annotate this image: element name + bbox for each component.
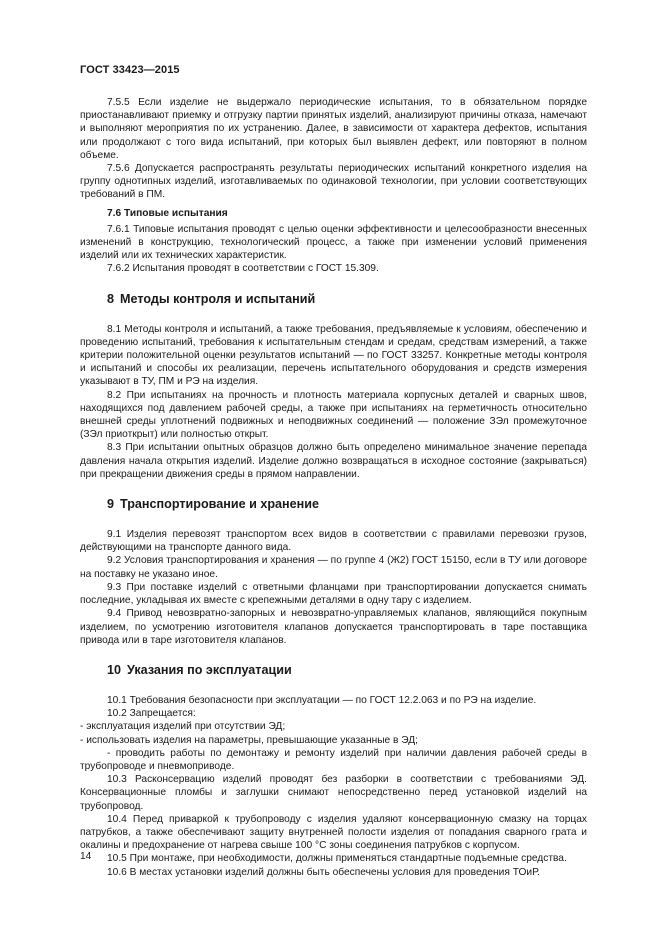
subsection-heading-7-6: 7.6 Типовые испытания <box>107 207 228 219</box>
document-body <box>80 96 587 879</box>
paragraph-10-5: 10.5 При монтаже, при необходимости, должны применяться стандартные подъемные средства. <box>107 853 567 865</box>
paragraph-7-6-1: 7.6.1 Типовые испытания проводят с целью оценки эффективности и целесообразности внесенных изменений в конструкцию, технологический процесс, а также при изменении условий применения изделий или их технических характеристик. <box>80 223 587 262</box>
section-number: 10 <box>107 662 122 677</box>
section-number: 9 <box>107 497 115 512</box>
paragraph-9-2: 9.2 Условия транспортирования и хранения — по группе 4 (Ж2) ГОСТ 15150, если в ТУ или договоре на поставку не указано иное. <box>80 555 587 580</box>
document-header: ГОСТ 33423—2015 <box>80 64 180 76</box>
paragraph-8-2: 8.2 При испытаниях на прочность и плотность материала корпусных деталей и сварных швов, находящихся под давлением рабочей среды, а также при испытаниях на герметичность относительно внешней среды уплотнений подвижных и неподвижных соединений — положение ЗЭл промежуточное (ЗЭл приоткрыт) или полностью открыт. <box>80 389 587 441</box>
paragraph-10-6: 10.6 В местах установки изделий должны быть обеспечены условия для проведения ТОиР. <box>107 866 540 878</box>
paragraph-9-3: 9.3 При поставке изделий с ответными фланцами при транспортировании допускается снимать последние, укладывая их вместе с крепежными деталями в одну тару с изделием. <box>80 581 587 607</box>
paragraph-10-2: 10.2 Запрещается: <box>107 708 196 720</box>
paragraph-7-6-2: 7.6.2 Испытания проводят в соответствии с ГОСТ 15.309. <box>107 263 379 275</box>
paragraph-7-5-5: 7.5.5 Если изделие не выдержало периодические испытания, то в обязательном порядке приостанавливают приемку и отгрузку партии принятых изделий, анализируют причины отказа, намечают и выполняют мероприятия по их устранению. Далее, в зависимости от характера дефектов, испытания или продолжают с того вида испытаний, при которых был выявлен дефект, или повторяют в полном объеме. <box>80 97 587 161</box>
section-heading-10 <box>107 663 587 678</box>
paragraph-10-4: 10.4 Перед приваркой к трубопроводу с изделия удаляют консервационную смазку на торцах патрубков, а также обеспечивают защиту внутренней полости изделия от попадания сварного грата и окалины и предохранение от нагрева свыше 100 °С зоны соединения патрубков с корпусом. <box>80 813 587 852</box>
section-title: Указания по эксплуатации <box>127 662 292 677</box>
paragraph-7-5-6: 7.5.6 Допускается распространять результаты периодических испытаний конкретного изделия на группу однотипных изделий, изготавливаемых по одинаковой технологии, при условии соответствующих требований в ПМ. <box>80 163 587 201</box>
section-title: Транспортирование и хранение <box>120 497 319 512</box>
paragraph-10-1: 10.1 Требования безопасности при эксплуатации — по ГОСТ 12.2.063 и по РЭ на изделие. <box>107 694 537 706</box>
section-title: Методы контроля и испытаний <box>120 291 316 306</box>
list-item: - эксплуатация изделий при отсутствии ЭД; <box>80 721 286 733</box>
list-item: - использовать изделия на параметры, превышающие указанные в ЭД; <box>80 734 418 746</box>
paragraph-9-1: 9.1 Изделия перевозят транспортом всех видов в соответствии с правилами перевозки грузов, действующими на транспорте данного вида. <box>80 529 587 554</box>
section-heading-9 <box>107 497 587 512</box>
paragraph-8-3: 8.3 При испытании опытных образцов должно быть определено минимальное значение перепада давления начала открытия изделий. Изделие должно возвращаться в исходное состояние (закрываться) при прекращении движения среды в прямом направлении. <box>80 442 587 480</box>
paragraph-8-1: 8.1 Методы контроля и испытаний, а также требования, предъявляемые к условиям, обеспечению и проведению испытаний, требования к испытательным стендам и средам, средствам измерений, а также критерии положительной оценки результатов испытаний — по ГОСТ 33257. Конкретные методы контроля и испытаний и способы их реализации, перечень испытательного оборудования и средств измерения указывают в ТУ, ПМ и РЭ на изделия. <box>80 323 587 388</box>
section-number: 8 <box>107 291 115 306</box>
paragraph-9-4: 9.4 Привод невозвратно-запорных и невозвратно-управляемых клапанов, являющийся покупным изделием, по усмотрению изготовителя клапанов допускается транспортировать в таре поставщика привода или в таре изготовителя клапанов. <box>80 608 587 646</box>
list-item: - проводить работы по демонтажу и ремонту изделий при наличии давления рабочей среды в трубопроводе и пневмоприводе. <box>80 747 587 772</box>
paragraph-10-3: 10.3 Расконсервацию изделий проводят без разборки в соответствии с требованиями ЭД. Консервационные пломбы и заглушки снимают непосредственно перед установкой изделий на трубопровод. <box>80 774 587 812</box>
page-number: 14 <box>80 851 92 862</box>
section-heading-8 <box>107 292 587 307</box>
